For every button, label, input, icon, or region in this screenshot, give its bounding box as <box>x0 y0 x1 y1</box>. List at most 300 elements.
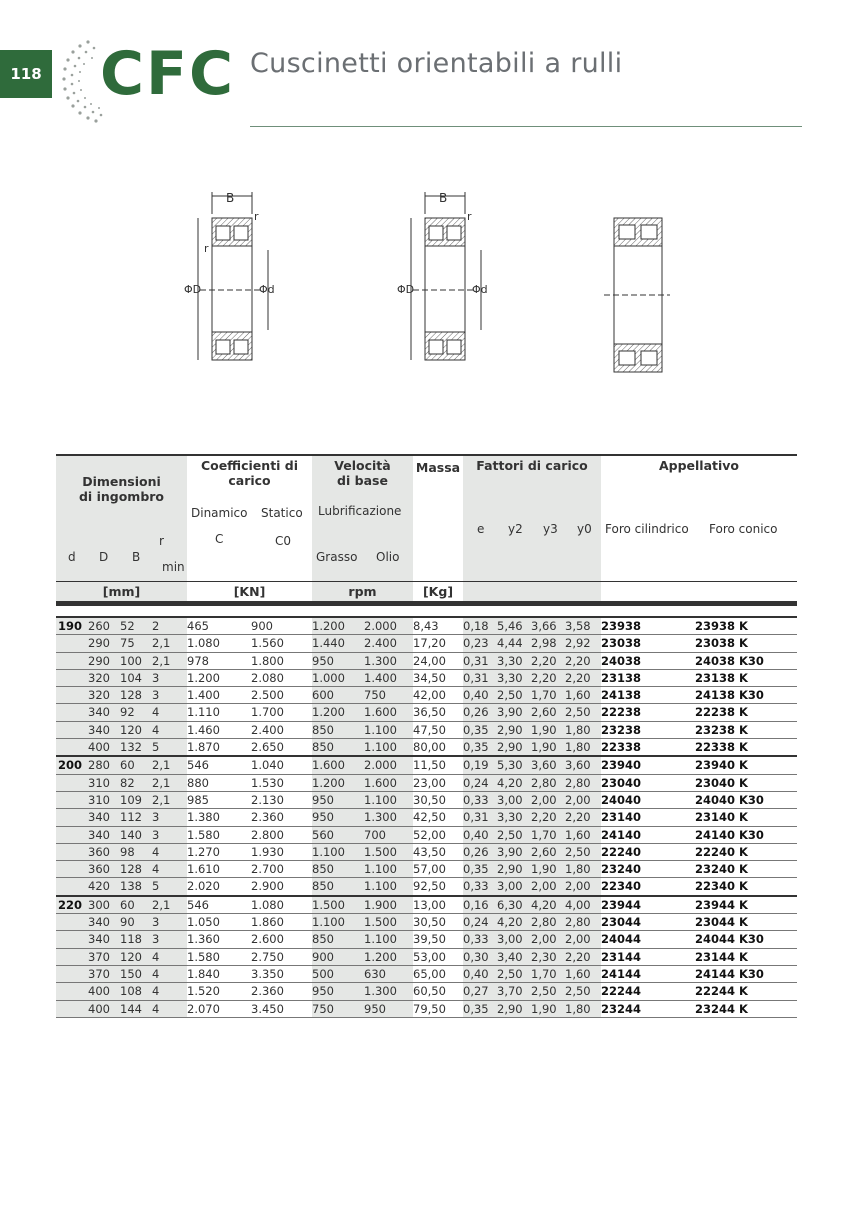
cell-D: 400 <box>88 983 120 1000</box>
cell-y3: 1,70 <box>531 965 565 982</box>
cell-massa: 30,50 <box>413 791 463 808</box>
cell-grasso: 850 <box>312 861 364 878</box>
cell-C0: 1.530 <box>251 774 312 791</box>
table-body <box>56 617 797 1017</box>
cell-C: 1.610 <box>187 861 251 878</box>
table-row <box>56 687 797 704</box>
cell-D: 310 <box>88 774 120 791</box>
bearing-spec-table <box>56 454 797 1018</box>
cell-grasso: 850 <box>312 878 364 896</box>
cell-y3: 2,30 <box>531 948 565 965</box>
cell-olio: 1.100 <box>364 721 413 738</box>
cell-y3: 1,90 <box>531 1000 565 1017</box>
cell-y2: 4,20 <box>497 914 531 931</box>
cell-C: 978 <box>187 652 251 669</box>
cell-foro-conico: 22244 K <box>695 983 797 1000</box>
cell-massa: 13,00 <box>413 896 463 914</box>
table-row <box>56 652 797 669</box>
cell-grasso: 600 <box>312 687 364 704</box>
cell-D: 400 <box>88 1000 120 1017</box>
cell-y0: 2,20 <box>565 948 601 965</box>
cell-foro-cilindrico: 24038 <box>601 652 695 669</box>
cell-foro-conico: 22338 K <box>695 739 797 757</box>
cell-y2: 2,50 <box>497 687 531 704</box>
cell-C0: 1.930 <box>251 843 312 860</box>
cell-y3: 2,00 <box>531 878 565 896</box>
cell-C: 1.200 <box>187 669 251 686</box>
cell-y3: 2,50 <box>531 983 565 1000</box>
cell-massa: 8,43 <box>413 617 463 635</box>
cell-y0: 2,00 <box>565 878 601 896</box>
mass-heading: Massa <box>415 460 461 475</box>
cell-C: 1.050 <box>187 914 251 931</box>
col-C: C <box>215 532 224 546</box>
cell-foro-conico: 23040 K <box>695 774 797 791</box>
cell-d <box>56 669 88 686</box>
cell-D: 370 <box>88 965 120 982</box>
cell-grasso: 560 <box>312 826 364 843</box>
cell-B: 52 <box>120 617 152 635</box>
table-row <box>56 617 797 635</box>
cell-y3: 2,98 <box>531 635 565 652</box>
label-r-1a: r <box>254 210 259 223</box>
cell-y0: 2,80 <box>565 774 601 791</box>
cell-y2: 5,30 <box>497 756 531 774</box>
cell-y3: 3,60 <box>531 756 565 774</box>
label-D-2: ΦD <box>397 283 415 296</box>
cell-foro-cilindrico: 23244 <box>601 1000 695 1017</box>
title-divider <box>250 126 802 127</box>
cell-y2: 3,30 <box>497 669 531 686</box>
cell-olio: 1.200 <box>364 948 413 965</box>
label-r-1b: r <box>204 242 209 255</box>
label-d-1: Φd <box>259 283 275 296</box>
cell-C: 465 <box>187 617 251 635</box>
cell-grasso: 950 <box>312 652 364 669</box>
cell-B: 82 <box>120 774 152 791</box>
col-C0: C0 <box>275 534 292 548</box>
cell-C0: 2.600 <box>251 931 312 948</box>
cell-foro-conico: 22340 K <box>695 878 797 896</box>
cell-y2: 2,50 <box>497 826 531 843</box>
unit-rpm: rpm <box>312 581 413 603</box>
cell-foro-cilindrico: 23044 <box>601 914 695 931</box>
foro-conico-label: Foro conico <box>709 522 778 536</box>
cell-D: 370 <box>88 948 120 965</box>
cell-D: 320 <box>88 687 120 704</box>
cell-r: 4 <box>152 861 187 878</box>
cell-C0: 2.080 <box>251 669 312 686</box>
cell-d <box>56 704 88 721</box>
cell-grasso: 500 <box>312 965 364 982</box>
cell-e: 0,24 <box>463 914 497 931</box>
cell-olio: 700 <box>364 826 413 843</box>
cell-C0: 2.360 <box>251 809 312 826</box>
group-factors <box>463 455 601 581</box>
cell-y2: 4,44 <box>497 635 531 652</box>
cell-B: 144 <box>120 1000 152 1017</box>
cell-grasso: 950 <box>312 983 364 1000</box>
cell-foro-cilindrico: 23938 <box>601 617 695 635</box>
cell-r: 2,1 <box>152 635 187 652</box>
cell-e: 0,35 <box>463 861 497 878</box>
cell-d <box>56 809 88 826</box>
cell-C0: 2.700 <box>251 861 312 878</box>
cell-B: 108 <box>120 983 152 1000</box>
cell-e: 0,40 <box>463 826 497 843</box>
cell-y3: 2,20 <box>531 652 565 669</box>
cell-massa: 42,00 <box>413 687 463 704</box>
cell-foro-cilindrico: 23138 <box>601 669 695 686</box>
cell-r: 4 <box>152 843 187 860</box>
cell-C0: 1.560 <box>251 635 312 652</box>
cell-y3: 1,90 <box>531 739 565 757</box>
cell-r: 2,1 <box>152 756 187 774</box>
cell-C: 1.840 <box>187 965 251 982</box>
page-number-tab <box>0 50 52 98</box>
lubrication-label: Lubrificazione <box>318 504 402 518</box>
cell-C0: 1.800 <box>251 652 312 669</box>
cell-foro-conico: 24038 K30 <box>695 652 797 669</box>
cell-foro-cilindrico: 24040 <box>601 791 695 808</box>
cell-foro-cilindrico: 22238 <box>601 704 695 721</box>
cell-D: 310 <box>88 791 120 808</box>
cell-olio: 1.500 <box>364 843 413 860</box>
cell-C: 2.020 <box>187 878 251 896</box>
cell-C: 1.580 <box>187 948 251 965</box>
cell-massa: 24,00 <box>413 652 463 669</box>
cell-olio: 1.100 <box>364 931 413 948</box>
cell-y2: 3,30 <box>497 652 531 669</box>
cell-y0: 2,50 <box>565 983 601 1000</box>
cell-d <box>56 948 88 965</box>
cell-massa: 47,50 <box>413 721 463 738</box>
page-title: Cuscinetti orientabili a rulli <box>250 48 623 79</box>
cell-B: 118 <box>120 931 152 948</box>
cell-B: 104 <box>120 669 152 686</box>
cell-foro-cilindrico: 24140 <box>601 826 695 843</box>
cell-grasso: 850 <box>312 739 364 757</box>
cell-y2: 3,00 <box>497 791 531 808</box>
cell-y2: 3,30 <box>497 809 531 826</box>
cell-C0: 3.350 <box>251 965 312 982</box>
cell-C0: 2.650 <box>251 739 312 757</box>
label-B-2: B <box>439 191 448 205</box>
table-row <box>56 635 797 652</box>
cell-foro-conico: 23244 K <box>695 1000 797 1017</box>
cell-massa: 23,00 <box>413 774 463 791</box>
cell-d <box>56 878 88 896</box>
load-coeff-heading: Coefficienti di carico <box>200 458 299 488</box>
cell-r: 4 <box>152 965 187 982</box>
table-row <box>56 914 797 931</box>
col-y2: y2 <box>508 522 523 536</box>
col-y3: y3 <box>543 522 558 536</box>
group-mass <box>413 455 463 581</box>
cell-y0: 2,92 <box>565 635 601 652</box>
table-row <box>56 809 797 826</box>
cell-massa: 53,00 <box>413 948 463 965</box>
cell-d: 200 <box>56 756 88 774</box>
cell-olio: 950 <box>364 1000 413 1017</box>
cell-d: 190 <box>56 617 88 635</box>
cell-y3: 2,00 <box>531 791 565 808</box>
cell-y3: 1,70 <box>531 687 565 704</box>
table-row <box>56 739 797 757</box>
cell-r: 5 <box>152 739 187 757</box>
cell-d <box>56 774 88 791</box>
cell-olio: 1.300 <box>364 983 413 1000</box>
cell-D: 290 <box>88 635 120 652</box>
cell-D: 360 <box>88 843 120 860</box>
cell-e: 0,33 <box>463 791 497 808</box>
cell-y2: 2,50 <box>497 965 531 982</box>
cell-olio: 630 <box>364 965 413 982</box>
cell-d <box>56 652 88 669</box>
cell-olio: 750 <box>364 687 413 704</box>
cell-y0: 3,60 <box>565 756 601 774</box>
table-row <box>56 965 797 982</box>
cell-y2: 2,90 <box>497 861 531 878</box>
cell-d <box>56 791 88 808</box>
cell-foro-conico: 22238 K <box>695 704 797 721</box>
cell-C: 985 <box>187 791 251 808</box>
cell-r: 3 <box>152 931 187 948</box>
cell-e: 0,40 <box>463 965 497 982</box>
cell-y3: 2,80 <box>531 914 565 931</box>
table-row <box>56 826 797 843</box>
cell-r: 5 <box>152 878 187 896</box>
cell-r: 4 <box>152 721 187 738</box>
cell-r: 3 <box>152 687 187 704</box>
cell-y2: 3,00 <box>497 878 531 896</box>
cell-B: 132 <box>120 739 152 757</box>
cell-y2: 3,40 <box>497 948 531 965</box>
cell-C0: 2.750 <box>251 948 312 965</box>
cell-massa: 42,50 <box>413 809 463 826</box>
cell-r: 4 <box>152 704 187 721</box>
cell-y0: 2,20 <box>565 669 601 686</box>
cell-e: 0,16 <box>463 896 497 914</box>
cell-foro-conico: 23144 K <box>695 948 797 965</box>
cell-C: 546 <box>187 756 251 774</box>
col-B: B <box>132 550 141 564</box>
cell-grasso: 900 <box>312 948 364 965</box>
unit-kn: [KN] <box>233 583 266 599</box>
group-load-coeff <box>187 455 312 581</box>
cell-d <box>56 687 88 704</box>
cell-e: 0,18 <box>463 617 497 635</box>
cell-y2: 3,70 <box>497 983 531 1000</box>
label-d-2: Φd <box>472 283 488 296</box>
cell-foro-cilindrico: 22340 <box>601 878 695 896</box>
cell-massa: 17,20 <box>413 635 463 652</box>
cell-y3: 2,20 <box>531 809 565 826</box>
col-rmin: min <box>162 560 185 574</box>
cell-massa: 11,50 <box>413 756 463 774</box>
cell-y3: 2,80 <box>531 774 565 791</box>
table-row <box>56 721 797 738</box>
cell-e: 0,33 <box>463 878 497 896</box>
cell-r: 4 <box>152 983 187 1000</box>
label-B-1: B <box>226 191 235 205</box>
cell-foro-conico: 23038 K <box>695 635 797 652</box>
cell-e: 0,27 <box>463 983 497 1000</box>
table-row <box>56 861 797 878</box>
dimensions-heading: Dimensioni di ingombro <box>78 474 165 504</box>
cell-r: 3 <box>152 669 187 686</box>
cell-C: 1.400 <box>187 687 251 704</box>
cell-grasso: 950 <box>312 809 364 826</box>
table-row <box>56 791 797 808</box>
cell-olio: 1.100 <box>364 739 413 757</box>
cell-y3: 2,00 <box>531 931 565 948</box>
cell-D: 340 <box>88 931 120 948</box>
cell-B: 109 <box>120 791 152 808</box>
cell-grasso: 750 <box>312 1000 364 1017</box>
cell-e: 0,40 <box>463 687 497 704</box>
cell-grasso: 1.000 <box>312 669 364 686</box>
cell-foro-cilindrico: 23238 <box>601 721 695 738</box>
col-d: d <box>68 550 76 564</box>
cell-massa: 43,50 <box>413 843 463 860</box>
cell-foro-cilindrico: 24044 <box>601 931 695 948</box>
cell-foro-cilindrico: 23144 <box>601 948 695 965</box>
cell-y3: 1,70 <box>531 826 565 843</box>
cell-e: 0,24 <box>463 774 497 791</box>
cell-d <box>56 1000 88 1017</box>
cell-d <box>56 931 88 948</box>
cell-foro-cilindrico: 24144 <box>601 965 695 982</box>
cell-B: 128 <box>120 687 152 704</box>
cell-y0: 2,50 <box>565 843 601 860</box>
cell-r: 2,1 <box>152 896 187 914</box>
cell-olio: 1.500 <box>364 914 413 931</box>
cell-y3: 2,20 <box>531 669 565 686</box>
unit-mm: [mm] <box>56 581 187 603</box>
cell-foro-conico: 23938 K <box>695 617 797 635</box>
cell-grasso: 950 <box>312 791 364 808</box>
grasso-label: Grasso <box>316 550 358 564</box>
cell-B: 128 <box>120 861 152 878</box>
cell-C: 1.460 <box>187 721 251 738</box>
cell-d: 220 <box>56 896 88 914</box>
cell-B: 100 <box>120 652 152 669</box>
cell-d <box>56 826 88 843</box>
cell-C: 2.070 <box>187 1000 251 1017</box>
cell-e: 0,35 <box>463 739 497 757</box>
table-row <box>56 948 797 965</box>
cell-olio: 2.000 <box>364 617 413 635</box>
cell-y2: 2,90 <box>497 739 531 757</box>
cell-y0: 2,00 <box>565 791 601 808</box>
cell-C: 1.080 <box>187 635 251 652</box>
bearing-drawings <box>0 180 853 390</box>
bearing-drawing-section <box>604 218 670 372</box>
cell-d <box>56 983 88 1000</box>
cell-e: 0,33 <box>463 931 497 948</box>
cell-D: 290 <box>88 652 120 669</box>
cell-olio: 2.400 <box>364 635 413 652</box>
cell-B: 90 <box>120 914 152 931</box>
cell-y2: 3,00 <box>497 931 531 948</box>
cell-d <box>56 914 88 931</box>
cell-d <box>56 965 88 982</box>
cell-foro-conico: 22240 K <box>695 843 797 860</box>
cell-r: 2,1 <box>152 652 187 669</box>
cell-C: 1.580 <box>187 826 251 843</box>
cell-y2: 5,46 <box>497 617 531 635</box>
cell-B: 140 <box>120 826 152 843</box>
cell-foro-conico: 23044 K <box>695 914 797 931</box>
cell-C0: 2.400 <box>251 721 312 738</box>
group-speed <box>312 455 413 581</box>
cell-y0: 1,80 <box>565 861 601 878</box>
cell-foro-conico: 24144 K30 <box>695 965 797 982</box>
cell-B: 138 <box>120 878 152 896</box>
table-row <box>56 704 797 721</box>
label-D-1: ΦD <box>184 283 202 296</box>
cell-olio: 1.100 <box>364 861 413 878</box>
cell-massa: 80,00 <box>413 739 463 757</box>
cell-e: 0,23 <box>463 635 497 652</box>
cell-y0: 4,00 <box>565 896 601 914</box>
cell-foro-conico: 23140 K <box>695 809 797 826</box>
cell-d <box>56 721 88 738</box>
cell-foro-conico: 24044 K30 <box>695 931 797 948</box>
cell-grasso: 850 <box>312 721 364 738</box>
cell-massa: 60,50 <box>413 983 463 1000</box>
cell-olio: 1.400 <box>364 669 413 686</box>
cell-y0: 2,80 <box>565 914 601 931</box>
cell-foro-cilindrico: 23040 <box>601 774 695 791</box>
cell-C0: 2.900 <box>251 878 312 896</box>
cell-massa: 30,50 <box>413 914 463 931</box>
cell-foro-conico: 23238 K <box>695 721 797 738</box>
cell-olio: 1.600 <box>364 774 413 791</box>
cell-C0: 900 <box>251 617 312 635</box>
table-row <box>56 931 797 948</box>
cell-r: 4 <box>152 1000 187 1017</box>
cell-B: 150 <box>120 965 152 982</box>
cell-foro-conico: 23944 K <box>695 896 797 914</box>
cell-r: 3 <box>152 914 187 931</box>
cell-y3: 1,90 <box>531 861 565 878</box>
cell-D: 340 <box>88 826 120 843</box>
cell-olio: 1.100 <box>364 878 413 896</box>
cell-B: 120 <box>120 721 152 738</box>
factors-heading: Fattori di carico <box>476 458 588 473</box>
cell-massa: 79,50 <box>413 1000 463 1017</box>
page-number: 118 <box>10 65 42 83</box>
cell-foro-cilindrico: 22240 <box>601 843 695 860</box>
cell-r: 3 <box>152 826 187 843</box>
cell-y2: 3,90 <box>497 843 531 860</box>
cell-foro-conico: 24138 K30 <box>695 687 797 704</box>
cell-B: 75 <box>120 635 152 652</box>
cell-d <box>56 739 88 757</box>
cell-r: 4 <box>152 948 187 965</box>
cell-B: 60 <box>120 756 152 774</box>
cell-e: 0,30 <box>463 948 497 965</box>
cell-grasso: 1.100 <box>312 843 364 860</box>
cell-massa: 34,50 <box>413 669 463 686</box>
cell-r: 2,1 <box>152 791 187 808</box>
table-row <box>56 878 797 896</box>
cell-C0: 2.500 <box>251 687 312 704</box>
cell-D: 400 <box>88 739 120 757</box>
cell-D: 340 <box>88 914 120 931</box>
